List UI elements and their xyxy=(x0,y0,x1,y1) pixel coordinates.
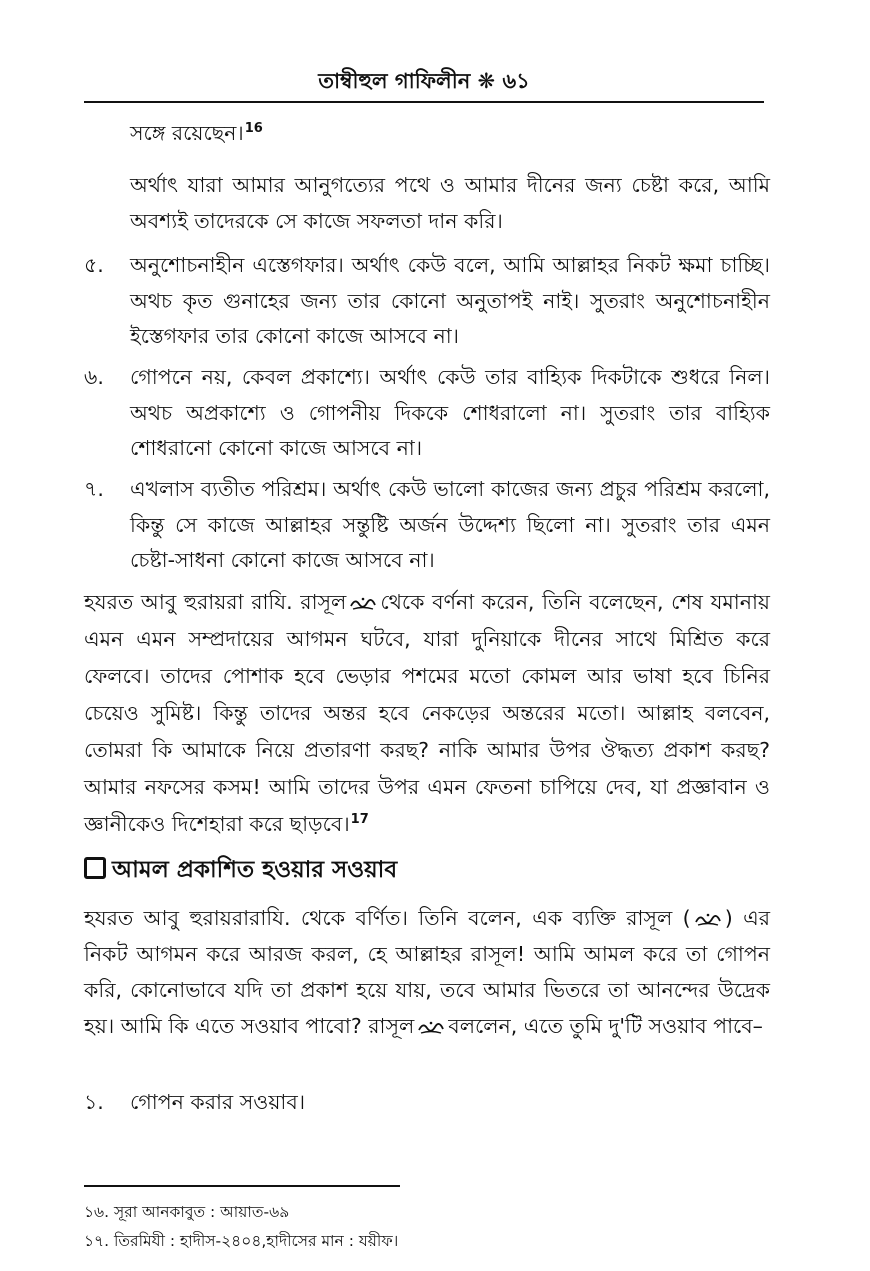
list-item-text: গোপনে নয়, কেবল প্রকাশ্যে। অর্থাৎ কেউ তার বাহ্যিক দিকটাকে শুধরে নিল। অথচ অপ্রকাশ্যে ও গোপনীয় দিককে শোধরালো না। সুতরাং তার বাহ্যিক শোধরানো কোনো কাজে আসবে না। xyxy=(130,365,770,460)
section-heading-text: আমল প্রকাশিত হওয়ার সওয়াব xyxy=(112,857,398,883)
hadith-text: ) এর নিকট আগমন করে আরজ করল, হে আল্লাহর রাসূল! আমি আমল করে তা গোপন করি, কোনোভাবে যদি তা প্রকাশ হয়ে যায়, তবে আমার ভিতরে তা আনন্দের উদ্রেক হয়। আমি কি এতে সওয়াব পাবো? রাসূল xyxy=(84,906,770,1038)
hadith-paragraph-2 xyxy=(84,900,770,1044)
list-number: ৬. xyxy=(84,365,104,389)
footnote-ref-16: 16 xyxy=(244,121,263,137)
running-header: তাম্বীহুল গাফিলীন ❋ ৬১ xyxy=(318,69,530,93)
header-rule xyxy=(84,101,764,103)
pbuh-calligraphy-icon xyxy=(417,1018,445,1036)
paragraph-text: সঙ্গে রয়েছেন। xyxy=(130,121,244,145)
pbuh-calligraphy-icon xyxy=(349,594,377,612)
list-item-text: গোপন করার সওয়াব। xyxy=(130,1090,306,1114)
footnote-17: ১৭. তিরমিযী : হাদীস-২৪০৪,হাদীসের মান : যয়ীফ। xyxy=(84,1232,399,1250)
footnote-rule xyxy=(84,1185,400,1187)
hadith-text: হযরত আবু হুরায়রা রাযি. রাসূল xyxy=(84,590,347,614)
pbuh-calligraphy-icon xyxy=(694,910,722,928)
hadith-text: বললেন, এতে তুমি দু'টি সওয়াব পাবে– xyxy=(448,1014,763,1038)
hadith-text: হযরত আবু হুরায়রারাযি. থেকে বর্ণিত। তিনি বলেন, এক ব্যক্তি রাসূল ( xyxy=(84,906,691,930)
list-number: ৭. xyxy=(84,477,104,501)
section-heading xyxy=(84,853,784,887)
list-item-text: অনুশোচনাহীন এস্তেগফার। অর্থাৎ কেউ বলে, আমি আল্লাহর নিকট ক্ষমা চাচ্ছি। অথচ কৃত গুনাহের জন্য তার কোনো অনুতাপই নাই। সুতরাং অনুশোচনাহীন ইস্তেগফার তার কোনো কাজে আসবে না। xyxy=(130,253,770,348)
footnote-16: ১৬. সূরা আনকাবুত : আয়াত-৬৯ xyxy=(84,1203,290,1221)
hadith-text: থেকে বর্ণনা করেন, তিনি বলেছেন, শেষ যমানায় এমন এমন সম্প্রদায়ের আগমন ঘটবে, যারা দুনিয়াকে দীনের সাথে মিশ্রিত করে ফেলবে। তাদের পোশাক হবে ভেড়ার পশমের মতো কোমল আর ভাষা হবে চিনির চেয়েও সুমিষ্ট। কিন্তু তাদের অন্তর হবে নেকড়ের অন্তরের মতো। আল্লাহ বলবেন, তোমরা কি আমাকে নিয়ে প্রতারণা করছ? নাকি আমার উপর ঔদ্ধত্য প্রকাশ করছ? আমার নফসের কসম! আমি তাদের উপর এমন ফেতনা চাপিয়ে দেব, যা প্রজ্ঞাবান ও জ্ঞানীকেও দিশেহারা করে ছাড়বে। xyxy=(84,590,770,836)
paragraph-explanation: অর্থাৎ যারা আমার আনুগত্যের পথে ও আমার দীনের জন্য চেষ্টা করে, আমি অবশ্যই তাদেরকে সে কাজে সফলতা দান করি। xyxy=(130,173,770,233)
paragraph-continuation xyxy=(130,116,770,152)
hadith-paragraph xyxy=(84,584,770,843)
list-number: ১. xyxy=(84,1090,104,1114)
list-item-text: এখলাস ব্যতীত পরিশ্রম। অর্থাৎ কেউ ভালো কাজের জন্য প্রচুর পরিশ্রম করলো, কিন্তু সে কাজে আল্লাহর সন্তুষ্টি অর্জন উদ্দেশ্য ছিলো না। সুতরাং তার এমন চেষ্টা-সাধনা কোনো কাজে আসবে না। xyxy=(130,477,770,572)
checkbox-square-icon xyxy=(84,857,106,879)
footnote-ref-17: 17 xyxy=(350,812,369,828)
list-number: ৫. xyxy=(84,253,104,277)
